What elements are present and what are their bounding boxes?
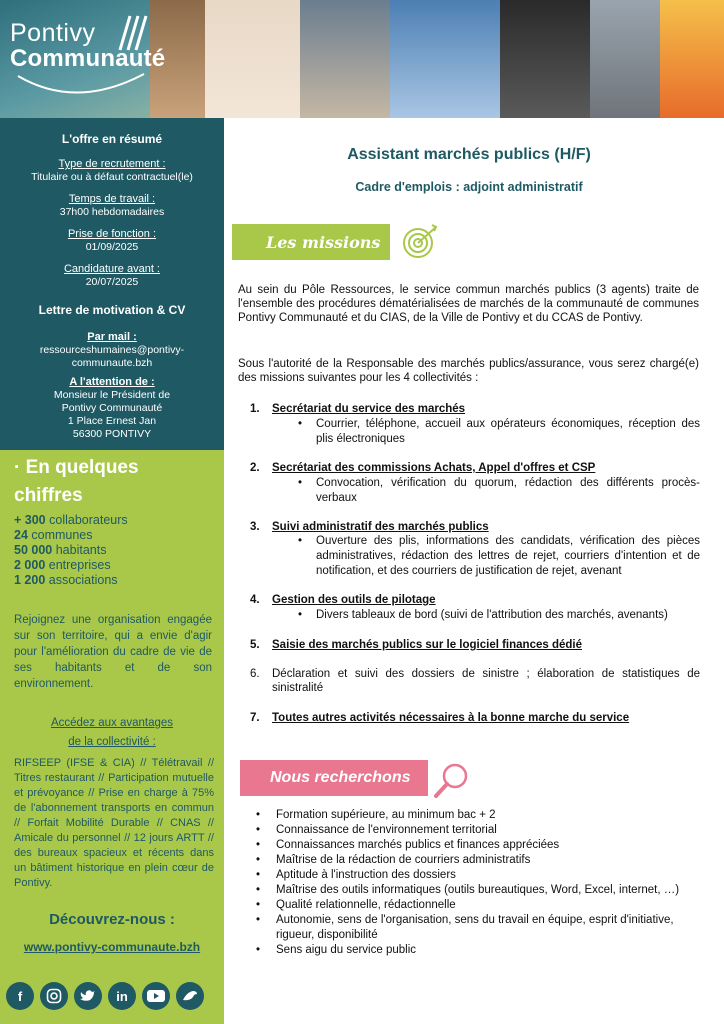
requirement-item: • Connaissance de l'environnement territorial [256, 823, 706, 838]
mission-title: Suivi administratif des marchés publics [272, 521, 489, 533]
stat-number: 2 000 [14, 558, 46, 572]
mission-number: 4. [250, 594, 260, 606]
address-line: Pontivy Communauté [61, 402, 163, 414]
banner-photo-bags [500, 0, 590, 118]
stat-item [14, 528, 224, 543]
stat-label: collaborateurs [45, 513, 128, 527]
mission-detail-text: Courrier, téléphone, accueil aux opérateurs économiques, réception des plis électroniques [316, 418, 700, 445]
mission-title: Secrétariat du service des marchés [272, 403, 466, 415]
requirements-list [256, 808, 706, 958]
mission-number: 7. [250, 712, 260, 724]
pontivy-logo [10, 20, 165, 72]
mission-detail-text: Divers tableaux de bord (suivi de l'attribution des marchés, avenants) [316, 609, 668, 621]
facebook-icon[interactable]: f [6, 982, 34, 1010]
stat-item [14, 573, 224, 588]
mail-line2[interactable]: communaute.bzh [71, 357, 153, 369]
mail-label: Par mail : [87, 331, 137, 343]
stat-item [14, 543, 224, 558]
requirement-item: • Maîtrise de la rédaction de courriers administratifs [256, 853, 706, 868]
linkedin-icon[interactable]: in [108, 982, 136, 1010]
requirement-item: • Maîtrise des outils informatiques (outils bureautiques, Word, Excel, internet, …) [256, 883, 706, 898]
temps-value: 37h00 hebdomadaires [59, 206, 165, 218]
twitter-icon[interactable] [74, 982, 102, 1010]
address-line: Monsieur le Président de [53, 389, 171, 401]
intro-paragraph-2: Sous l'autorité de la Responsable des marchés publics/assurance, vous serez chargé(e) des missions suivantes pour les 4 collectivités : [238, 358, 699, 384]
chiffres-title-line2: chiffres [14, 485, 83, 506]
mission-title: Secrétariat des commissions Achats, Appel d'offres et CSP [272, 462, 596, 474]
mission-item [250, 402, 700, 416]
chiffres-title-line1: · En quelques [14, 457, 139, 478]
job-subtitle: Cadre d'emplois : adjoint administratif [355, 180, 583, 194]
address-line: 56300 PONTIVY [72, 428, 152, 440]
requirement-item: • Sens aigu du service public [256, 943, 706, 958]
stat-item [14, 513, 224, 528]
candidature-value: 20/07/2025 [85, 276, 139, 288]
stat-label: habitants [52, 543, 107, 557]
mission-detail: • Divers tableaux de bord (suivi de l'attribution des marchés, avenants) [288, 608, 700, 623]
stat-number: 1 200 [14, 573, 46, 587]
recherche-heading-band [240, 760, 428, 796]
requirement-item: • Autonomie, sens de l'organisation, sens du travail en équipe, esprit d'initiative, rigueur, disponibilité [256, 913, 706, 943]
requirement-item: • Formation supérieure, au minimum bac + 2 [256, 808, 706, 823]
lettre-motivation: Lettre de motivation & CV [38, 303, 186, 317]
website-link[interactable]: www.pontivy-communaute.bzh [23, 940, 201, 954]
magnifier-icon [432, 760, 474, 800]
address-line: 1 Place Ernest Jan [67, 415, 157, 427]
requirement-item: • Aptitude à l'instruction des dossiers [256, 868, 706, 883]
mail-line1[interactable]: ressourceshumaines@pontivy- [39, 344, 185, 356]
mission-detail-text: Ouverture des plis, informations des candidats, vérification des pièces administratives, rédaction des lettres de rejet, courriers d'intention et de notification, et des courriers de justification de rejet, avenant [316, 535, 700, 577]
candidature-label: Candidature avant : [63, 263, 160, 275]
mission-detail: • Convocation, vérification du quorum, rédaction des différents procès-verbaux [298, 477, 700, 504]
mission-item [250, 461, 700, 475]
mission-title: Gestion des outils de pilotage [272, 594, 436, 606]
mission-number: 5. [250, 639, 260, 651]
missions-heading: Les missions [266, 232, 381, 252]
logo-line2: Communauté [10, 45, 166, 72]
youtube-icon[interactable] [142, 982, 170, 1010]
stat-item [14, 558, 224, 573]
banner-photo-child [205, 0, 300, 118]
social-icons [6, 982, 204, 1010]
avantages-heading [0, 714, 224, 752]
header-banner [0, 0, 724, 118]
logo-line1: Pontivy [10, 19, 96, 47]
intro-paragraph: Au sein du Pôle Ressources, le service commun marchés publics (3 agents) traite de l'ensemble des procédures dématérialisées de marchés de la communauté de communes Pontivy Communauté et du CIAS, de la Ville de Pontivy et du CCAS de Pontivy. [238, 284, 699, 324]
stat-number: + 300 [14, 513, 46, 527]
mission-detail: • Courrier, téléphone, accueil aux opérateurs économiques, réception des plis électroniques [298, 418, 700, 445]
stat-label: associations [45, 573, 118, 587]
mission-number: 1. [250, 403, 260, 415]
job-title: Assistant marchés publics (H/F) [347, 146, 591, 163]
attention-label: A l'attention de : [69, 376, 155, 388]
banner-photo-tower [590, 0, 660, 118]
join-text: Rejoignez une organisation engagée sur son territoire, qui a envie d'agir pour l'amélioration du cadre de vie de ses habitants et de son environnement. [14, 614, 212, 690]
banner-photo-water [390, 0, 500, 118]
mission-item [250, 593, 700, 607]
mission-title: Déclaration et suivi des dossiers de sinistre ; élaboration de statistiques de sinistralité [272, 668, 700, 694]
requirement-item: • Connaissances marchés publics et finances appréciées [256, 838, 706, 853]
mission-detail-text: Convocation, vérification du quorum, rédaction des différents procès-verbaux [316, 477, 700, 504]
banner-photo-handshake [300, 0, 390, 118]
prise-label: Prise de fonction : [67, 228, 157, 240]
mission-title: Toutes autres activités nécessaires à la bonne marche du service [272, 712, 630, 724]
banner-photo-concert [660, 0, 724, 118]
logo-bars-icon [114, 12, 154, 52]
sidebar-summary [0, 118, 224, 450]
temps-label: Temps de travail : [68, 193, 156, 205]
stat-label: entreprises [45, 558, 111, 572]
chiffres-title [14, 454, 224, 510]
mission-item [250, 667, 700, 695]
mission-item [250, 711, 700, 725]
recrutement-label: Type de recrutement : [58, 158, 166, 170]
stats-list [14, 513, 224, 588]
stat-number: 24 [14, 528, 28, 542]
target-icon [400, 222, 442, 260]
prise-value: 01/09/2025 [85, 241, 139, 253]
mission-number: 3. [250, 521, 260, 533]
decouvrez-heading: Découvrez-nous : [49, 911, 175, 928]
summary-title: L'offre en résumé [61, 132, 163, 146]
sidebar-figures [0, 450, 224, 1024]
avantages-line2: de la collectivité : [68, 736, 156, 748]
stat-number: 50 000 [14, 543, 53, 557]
missions-heading-band [232, 224, 390, 260]
recherche-heading: Nous recherchons [270, 769, 411, 786]
recrutement-value: Titulaire ou à défaut contractuel(le) [31, 171, 193, 183]
mission-number: 6. [250, 668, 260, 680]
requirement-item: • Qualité relationnelle, rédactionnelle [256, 898, 706, 913]
avantages-text: RIFSEEP (IFSE & CIA) // Télétravail // Titres restaurant // Participation mutuelle et prévoyance // Prise en charge à 75% de l'abonnement transports en commun // Forfait Mobilité Durable // CNAS // Amicale du personnel // 12 jours ARTT // des bureaux spacieux et récents dans un bâtiment historique en plein cœur de Pontivy. [14, 757, 214, 889]
stat-label: communes [27, 528, 93, 542]
mission-detail: • Ouverture des plis, informations des candidats, vérification des pièces administratives, rédaction des lettres de rejet, courriers d'intention et de notification, et des courriers de justification de rejet, avenant [298, 535, 700, 577]
instagram-icon[interactable] [40, 982, 68, 1010]
avantages-line1: Accédez aux avantages [50, 717, 174, 729]
mission-number: 2. [250, 462, 260, 474]
mission-item [250, 520, 700, 534]
bird-icon[interactable] [176, 982, 204, 1010]
mission-item [250, 638, 700, 652]
main-content [238, 118, 700, 194]
mission-title: Saisie des marchés publics sur le logiciel finances dédié [272, 639, 582, 651]
logo-swoosh-icon [16, 70, 146, 104]
